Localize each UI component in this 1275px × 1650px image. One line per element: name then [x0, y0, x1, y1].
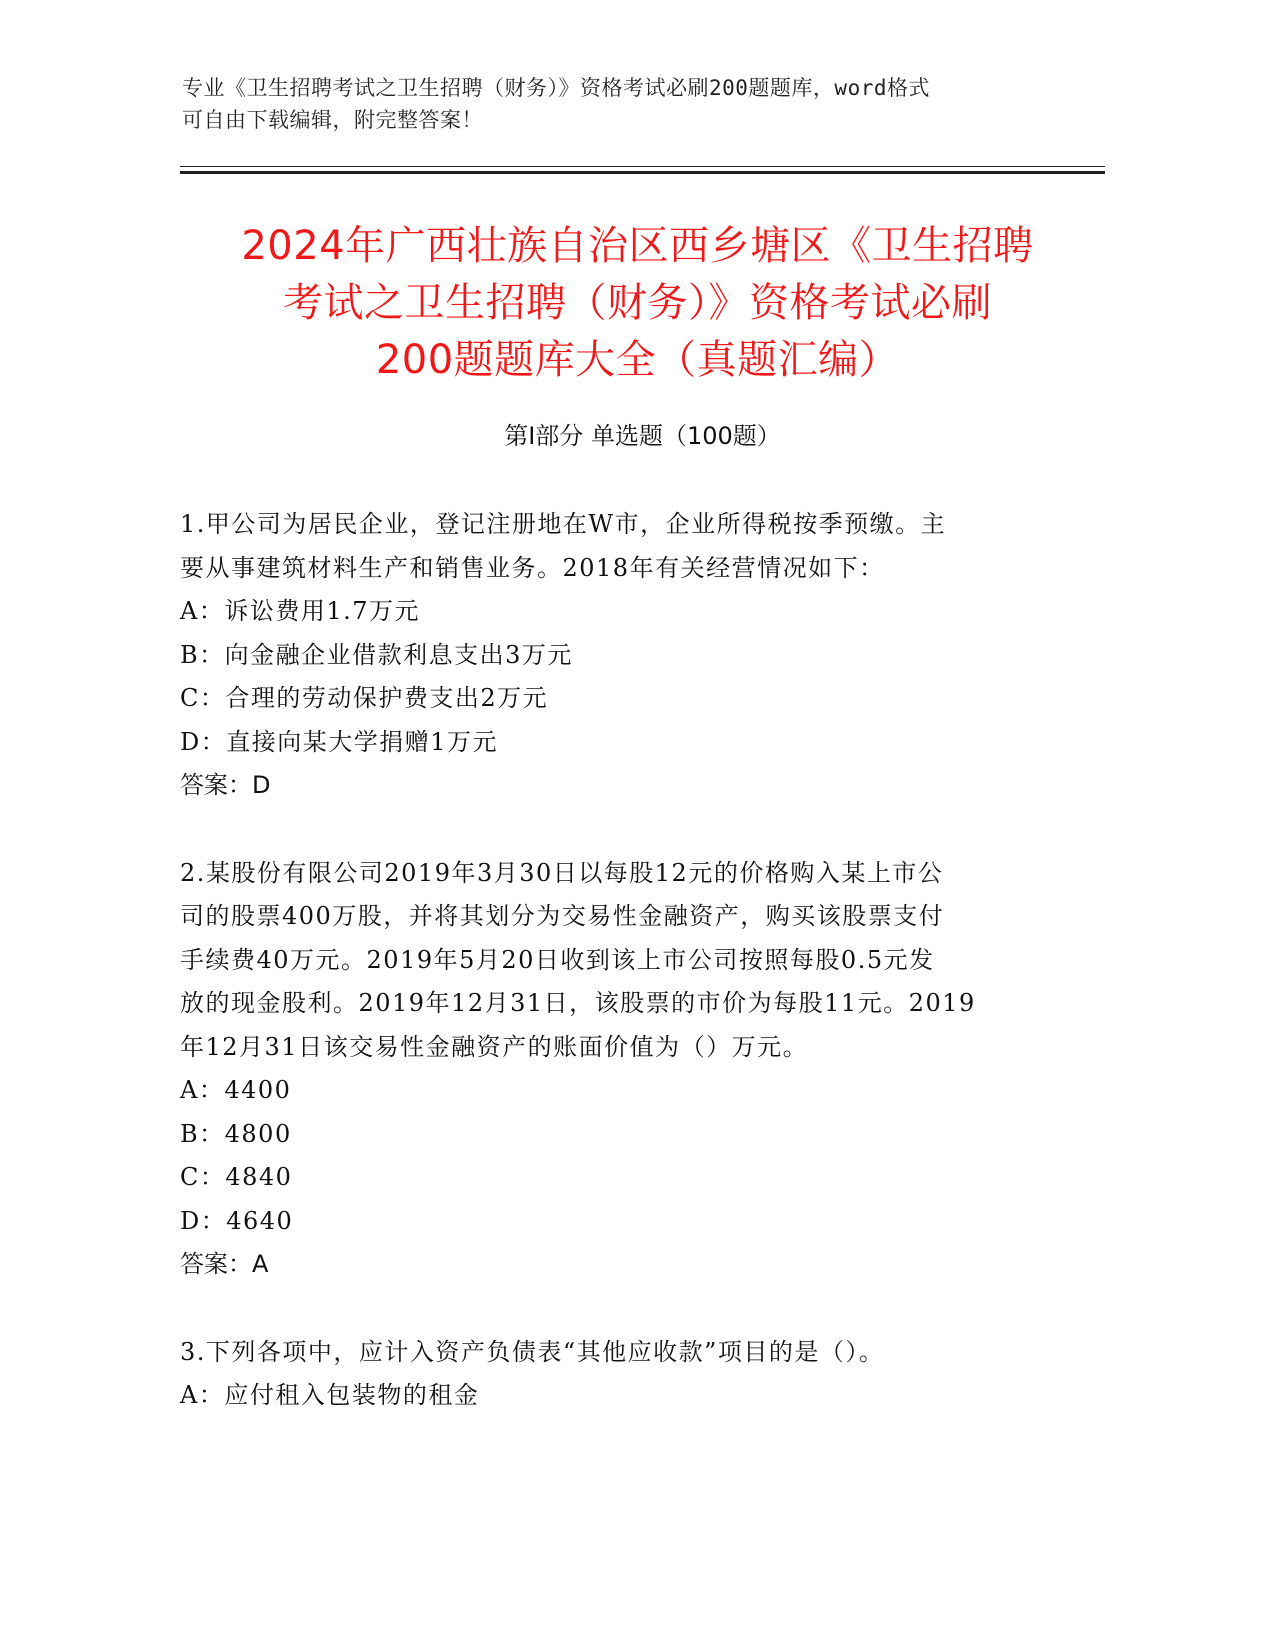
answer: 答案：A	[180, 1250, 269, 1278]
header-divider-thick	[180, 171, 1105, 174]
document-title	[150, 218, 1125, 389]
question-stem-line: 手续费40万元。2019年5月20日收到该上市公司按照每股0.5元发	[180, 945, 935, 974]
option-a: A：应付租入包装物的租金	[180, 1381, 480, 1409]
question-stem-line: 1.甲公司为居民企业，登记注册地在W市，企业所得税按季预缴。主	[180, 510, 947, 538]
document-title-line-1: 2024年广西壮族自治区西乡塘区《卫生招聘	[241, 223, 1034, 269]
question-list	[180, 503, 1040, 1462]
option-b: B：向金融企业借款利息支出3万元	[180, 640, 573, 669]
header-divider-thin	[180, 166, 1105, 167]
document-title-line-2: 考试之卫生招聘（财务）》资格考试必刷	[283, 280, 992, 326]
header-note-line-2: 可自由下载编辑，附完整答案！	[182, 108, 483, 132]
question-1	[180, 503, 1040, 808]
option-a: A：4400	[180, 1076, 292, 1104]
option-d: D：直接向某大学捐赠1万元	[180, 727, 499, 756]
question-stem-line: 3.下列各项中，应计入资产负债表“其他应收款”项目的是（）。	[180, 1337, 885, 1366]
section-title: 第Ⅰ部分 单选题（100题）	[504, 422, 781, 450]
question-3	[180, 1331, 1040, 1418]
option-a: A：诉讼费用1.7万元	[180, 597, 420, 625]
question-2	[180, 852, 1040, 1287]
question-stem-line: 放的现金股利。2019年12月31日，该股票的市价为每股11元。2019	[180, 989, 976, 1017]
question-stem-line: 司的股票400万股，并将其划分为交易性金融资产，购买该股票支付	[180, 902, 945, 930]
answer: 答案：D	[180, 771, 271, 799]
header-note-line-1: 专业《卫生招聘考试之卫生招聘（财务）》资格考试必刷200题题库，word格式	[182, 76, 930, 100]
question-stem-line: 2.某股份有限公司2019年3月30日以每股12元的价格购入某上市公	[180, 858, 944, 887]
option-b: B：4800	[180, 1119, 292, 1148]
header-note	[182, 72, 1082, 136]
question-stem-line: 要从事建筑材料生产和销售业务。2018年有关经营情况如下：	[180, 553, 885, 582]
document-title-line-3: 200题题库大全（真题汇编）	[375, 337, 900, 383]
option-c: C：合理的劳动保护费支出2万元	[180, 684, 549, 712]
option-c: C：4840	[180, 1163, 293, 1191]
option-d: D：4640	[180, 1206, 294, 1235]
question-stem-line: 年12月31日该交易性金融资产的账面价值为（）万元。	[180, 1032, 809, 1061]
